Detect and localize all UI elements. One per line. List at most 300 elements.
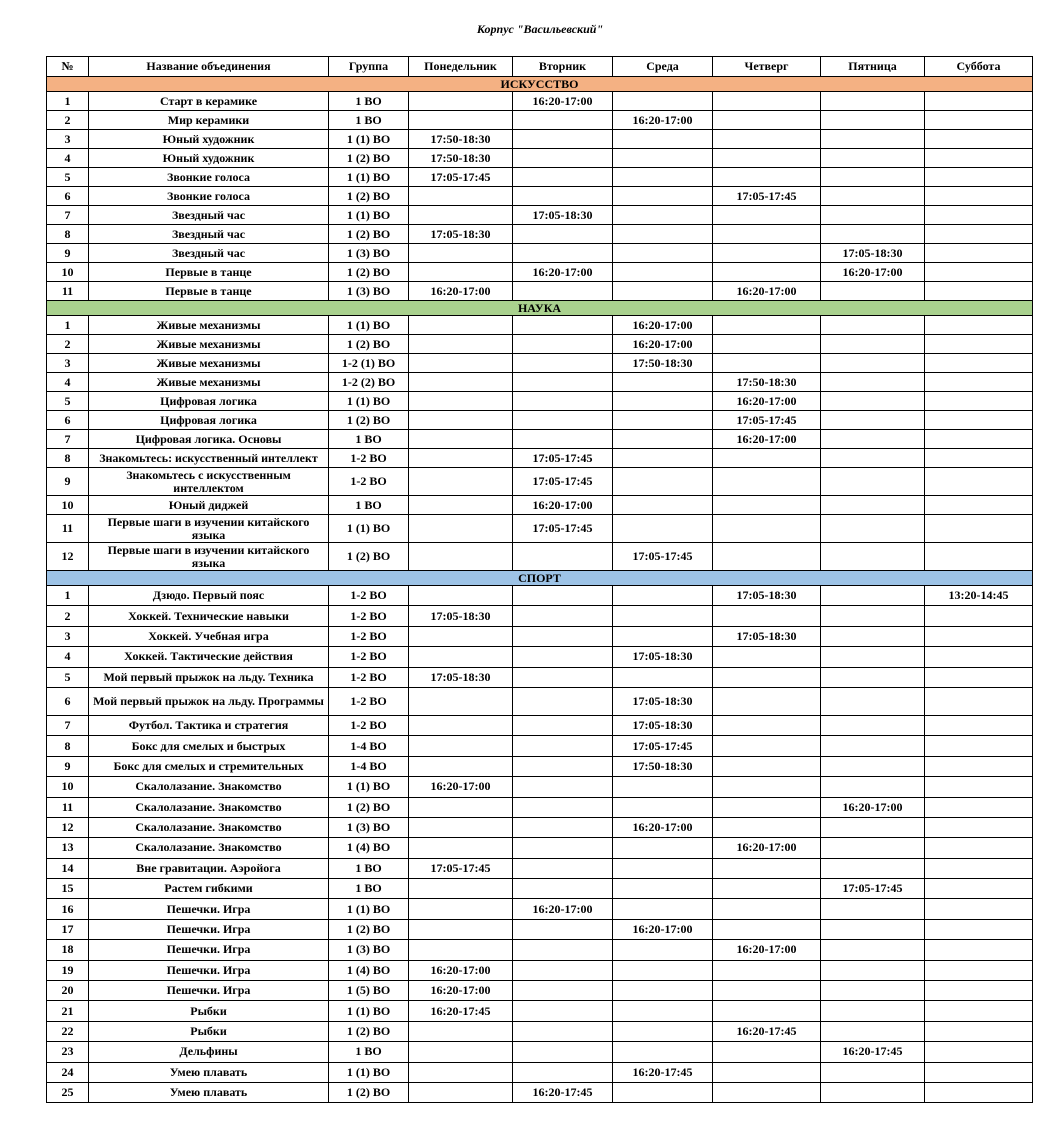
group: 1-2 ВО — [329, 667, 409, 687]
time-cell-monday: 16:20-17:00 — [409, 981, 513, 1001]
table-row — [47, 858, 1033, 878]
table-row — [47, 282, 1033, 301]
row-number: 7 — [47, 206, 89, 225]
time-cell-saturday — [925, 715, 1033, 735]
group: 1 ВО — [329, 1042, 409, 1062]
time-cell-monday — [409, 449, 513, 468]
time-cell-saturday — [925, 797, 1033, 817]
group: 1 (3) ВО — [329, 244, 409, 263]
time-cell-friday — [821, 373, 925, 392]
activity-name: Первые в танце — [89, 282, 329, 301]
time-cell-monday — [409, 1021, 513, 1041]
time-cell-wednesday: 17:05-17:45 — [613, 543, 713, 571]
time-cell-thursday — [713, 756, 821, 776]
table-row — [47, 111, 1033, 130]
time-cell-friday: 16:20-17:45 — [821, 1042, 925, 1062]
time-cell-wednesday — [613, 1021, 713, 1041]
time-cell-saturday — [925, 1082, 1033, 1102]
time-cell-wednesday: 17:05-18:30 — [613, 647, 713, 667]
time-cell-tuesday — [513, 225, 613, 244]
time-cell-friday — [821, 1021, 925, 1041]
time-cell-wednesday — [613, 838, 713, 858]
activity-name: Живые механизмы — [89, 373, 329, 392]
column-header-friday: Пятница — [821, 57, 925, 77]
table-row — [47, 449, 1033, 468]
group: 1 ВО — [329, 111, 409, 130]
activity-name: Знакомьтесь: искусственный интеллект — [89, 449, 329, 468]
column-header-group: Группа — [329, 57, 409, 77]
time-cell-wednesday — [613, 168, 713, 187]
time-cell-thursday — [713, 206, 821, 225]
time-cell-tuesday — [513, 981, 613, 1001]
table-row — [47, 797, 1033, 817]
time-cell-tuesday — [513, 244, 613, 263]
row-number: 12 — [47, 817, 89, 837]
row-number: 12 — [47, 543, 89, 571]
time-cell-wednesday: 16:20-17:00 — [613, 335, 713, 354]
row-number: 4 — [47, 647, 89, 667]
time-cell-monday: 17:05-18:30 — [409, 606, 513, 626]
section-title: СПОРТ — [47, 571, 1033, 586]
table-row — [47, 543, 1033, 571]
time-cell-thursday — [713, 647, 821, 667]
column-header-thursday: Четверг — [713, 57, 821, 77]
row-number: 9 — [47, 244, 89, 263]
time-cell-wednesday — [613, 392, 713, 411]
row-number: 23 — [47, 1042, 89, 1062]
time-cell-saturday — [925, 496, 1033, 515]
group: 1 (1) ВО — [329, 899, 409, 919]
row-number: 20 — [47, 981, 89, 1001]
time-cell-saturday — [925, 1042, 1033, 1062]
activity-name: Мой первый прыжок на льду. Техника — [89, 667, 329, 687]
time-cell-tuesday — [513, 543, 613, 571]
row-number: 6 — [47, 411, 89, 430]
time-cell-tuesday — [513, 879, 613, 899]
time-cell-friday — [821, 756, 925, 776]
time-cell-friday — [821, 777, 925, 797]
time-cell-tuesday: 17:05-18:30 — [513, 206, 613, 225]
activity-name: Первые в танце — [89, 263, 329, 282]
time-cell-monday — [409, 797, 513, 817]
row-number: 10 — [47, 496, 89, 515]
time-cell-tuesday — [513, 354, 613, 373]
activity-name: Растем гибкими — [89, 879, 329, 899]
table-row — [47, 430, 1033, 449]
time-cell-monday — [409, 1082, 513, 1102]
group: 1 (1) ВО — [329, 1001, 409, 1021]
time-cell-thursday: 17:50-18:30 — [713, 373, 821, 392]
time-cell-wednesday — [613, 960, 713, 980]
table-row — [47, 130, 1033, 149]
time-cell-tuesday — [513, 392, 613, 411]
table-row — [47, 496, 1033, 515]
time-cell-monday: 17:50-18:30 — [409, 130, 513, 149]
time-cell-friday — [821, 411, 925, 430]
time-cell-tuesday — [513, 960, 613, 980]
time-cell-saturday — [925, 756, 1033, 776]
time-cell-saturday — [925, 858, 1033, 878]
time-cell-monday — [409, 111, 513, 130]
row-number: 9 — [47, 756, 89, 776]
time-cell-thursday — [713, 168, 821, 187]
table-row — [47, 206, 1033, 225]
time-cell-monday — [409, 263, 513, 282]
time-cell-wednesday — [613, 797, 713, 817]
time-cell-wednesday — [613, 940, 713, 960]
row-number: 6 — [47, 187, 89, 206]
time-cell-thursday — [713, 263, 821, 282]
time-cell-saturday — [925, 373, 1033, 392]
header-row — [47, 57, 1033, 77]
time-cell-thursday — [713, 1082, 821, 1102]
time-cell-tuesday — [513, 647, 613, 667]
group: 1 (2) ВО — [329, 335, 409, 354]
time-cell-wednesday — [613, 411, 713, 430]
time-cell-wednesday — [613, 515, 713, 543]
activity-name: Рыбки — [89, 1001, 329, 1021]
group: 1 (2) ВО — [329, 1021, 409, 1041]
time-cell-wednesday — [613, 149, 713, 168]
time-cell-thursday — [713, 316, 821, 335]
time-cell-tuesday — [513, 667, 613, 687]
time-cell-friday — [821, 282, 925, 301]
time-cell-tuesday: 16:20-17:00 — [513, 263, 613, 282]
time-cell-wednesday — [613, 667, 713, 687]
time-cell-tuesday — [513, 797, 613, 817]
time-cell-wednesday — [613, 1001, 713, 1021]
row-number: 1 — [47, 586, 89, 606]
group: 1-2 ВО — [329, 687, 409, 715]
time-cell-monday — [409, 92, 513, 111]
group: 1 (1) ВО — [329, 1062, 409, 1082]
time-cell-thursday — [713, 667, 821, 687]
time-cell-friday: 16:20-17:00 — [821, 797, 925, 817]
time-cell-monday — [409, 1042, 513, 1062]
time-cell-friday — [821, 919, 925, 939]
activity-name: Бокс для смелых и стремительных — [89, 756, 329, 776]
time-cell-thursday: 17:05-18:30 — [713, 586, 821, 606]
activity-name: Пешечки. Игра — [89, 960, 329, 980]
table-row — [47, 515, 1033, 543]
time-cell-monday: 17:05-18:30 — [409, 225, 513, 244]
activity-name: Дельфины — [89, 1042, 329, 1062]
time-cell-tuesday: 16:20-17:00 — [513, 899, 613, 919]
time-cell-thursday — [713, 777, 821, 797]
time-cell-tuesday — [513, 940, 613, 960]
time-cell-monday — [409, 919, 513, 939]
column-header-number: № — [47, 57, 89, 77]
time-cell-monday — [409, 736, 513, 756]
row-number: 2 — [47, 111, 89, 130]
time-cell-friday — [821, 449, 925, 468]
time-cell-saturday — [925, 168, 1033, 187]
time-cell-friday — [821, 392, 925, 411]
activity-name: Пешечки. Игра — [89, 899, 329, 919]
time-cell-thursday — [713, 496, 821, 515]
activity-name: Хоккей. Тактические действия — [89, 647, 329, 667]
activity-name: Умею плавать — [89, 1082, 329, 1102]
time-cell-wednesday — [613, 263, 713, 282]
table-row — [47, 1042, 1033, 1062]
activity-name: Цифровая логика — [89, 392, 329, 411]
row-number: 16 — [47, 899, 89, 919]
time-cell-wednesday — [613, 130, 713, 149]
table-row — [47, 373, 1033, 392]
time-cell-thursday — [713, 515, 821, 543]
activity-name: Скалолазание. Знакомство — [89, 817, 329, 837]
table-row — [47, 919, 1033, 939]
time-cell-monday — [409, 206, 513, 225]
time-cell-thursday: 17:05-17:45 — [713, 187, 821, 206]
time-cell-monday — [409, 687, 513, 715]
time-cell-friday — [821, 168, 925, 187]
time-cell-thursday — [713, 225, 821, 244]
group: 1 (3) ВО — [329, 940, 409, 960]
table-row — [47, 92, 1033, 111]
time-cell-thursday — [713, 1042, 821, 1062]
time-cell-wednesday — [613, 899, 713, 919]
section-title: НАУКА — [47, 301, 1033, 316]
time-cell-monday: 17:05-17:45 — [409, 168, 513, 187]
time-cell-monday — [409, 899, 513, 919]
time-cell-friday — [821, 736, 925, 756]
time-cell-friday — [821, 899, 925, 919]
time-cell-wednesday — [613, 981, 713, 1001]
group: 1 (2) ВО — [329, 225, 409, 244]
time-cell-monday — [409, 940, 513, 960]
time-cell-wednesday — [613, 626, 713, 646]
time-cell-monday — [409, 586, 513, 606]
time-cell-tuesday: 16:20-17:00 — [513, 92, 613, 111]
time-cell-saturday — [925, 1001, 1033, 1021]
time-cell-friday — [821, 354, 925, 373]
time-cell-thursday — [713, 858, 821, 878]
time-cell-wednesday — [613, 496, 713, 515]
group: 1 ВО — [329, 430, 409, 449]
time-cell-friday — [821, 647, 925, 667]
time-cell-thursday — [713, 715, 821, 735]
time-cell-monday — [409, 1062, 513, 1082]
column-header-saturday: Суббота — [925, 57, 1033, 77]
time-cell-saturday — [925, 817, 1033, 837]
table-row — [47, 168, 1033, 187]
page-title: Корпус "Васильевский" — [476, 22, 604, 36]
time-cell-wednesday — [613, 1042, 713, 1062]
time-cell-wednesday: 17:05-17:45 — [613, 736, 713, 756]
activity-name: Первые шаги в изучении китайского языка — [89, 543, 329, 571]
time-cell-tuesday — [513, 777, 613, 797]
group: 1 (1) ВО — [329, 206, 409, 225]
time-cell-monday — [409, 879, 513, 899]
time-cell-wednesday — [613, 225, 713, 244]
time-cell-tuesday — [513, 1001, 613, 1021]
row-number: 7 — [47, 430, 89, 449]
time-cell-saturday — [925, 1021, 1033, 1041]
time-cell-tuesday — [513, 430, 613, 449]
time-cell-thursday: 16:20-17:00 — [713, 940, 821, 960]
activity-name: Хоккей. Учебная игра — [89, 626, 329, 646]
time-cell-friday — [821, 335, 925, 354]
time-cell-tuesday — [513, 756, 613, 776]
table-row — [47, 263, 1033, 282]
time-cell-friday — [821, 111, 925, 130]
time-cell-friday — [821, 1001, 925, 1021]
activity-name: Первые шаги в изучении китайского языка — [89, 515, 329, 543]
time-cell-tuesday — [513, 858, 613, 878]
activity-name: Пешечки. Игра — [89, 919, 329, 939]
time-cell-wednesday: 16:20-17:45 — [613, 1062, 713, 1082]
row-number: 4 — [47, 373, 89, 392]
time-cell-thursday — [713, 817, 821, 837]
column-header-monday: Понедельник — [409, 57, 513, 77]
group: 1 (1) ВО — [329, 316, 409, 335]
activity-name: Цифровая логика — [89, 411, 329, 430]
group: 1-2 ВО — [329, 626, 409, 646]
column-header-tuesday: Вторник — [513, 57, 613, 77]
column-header-name: Название объединения — [89, 57, 329, 77]
group: 1 (1) ВО — [329, 777, 409, 797]
time-cell-tuesday — [513, 586, 613, 606]
section-header-row — [47, 77, 1033, 92]
time-cell-tuesday — [513, 687, 613, 715]
row-number: 2 — [47, 606, 89, 626]
time-cell-monday — [409, 392, 513, 411]
time-cell-wednesday — [613, 777, 713, 797]
row-number: 6 — [47, 687, 89, 715]
row-number: 7 — [47, 715, 89, 735]
time-cell-friday — [821, 130, 925, 149]
table-row — [47, 149, 1033, 168]
time-cell-thursday — [713, 1001, 821, 1021]
time-cell-friday — [821, 606, 925, 626]
time-cell-friday — [821, 1082, 925, 1102]
time-cell-tuesday — [513, 1062, 613, 1082]
time-cell-tuesday — [513, 149, 613, 168]
table-row — [47, 960, 1033, 980]
table-row — [47, 715, 1033, 735]
time-cell-saturday — [925, 130, 1033, 149]
time-cell-friday — [821, 543, 925, 571]
time-cell-friday — [821, 838, 925, 858]
row-number: 3 — [47, 354, 89, 373]
column-header-wednesday: Среда — [613, 57, 713, 77]
activity-name: Цифровая логика. Основы — [89, 430, 329, 449]
schedule-table — [46, 56, 1033, 1103]
time-cell-friday — [821, 187, 925, 206]
time-cell-friday — [821, 225, 925, 244]
group: 1 (2) ВО — [329, 797, 409, 817]
time-cell-tuesday — [513, 606, 613, 626]
time-cell-wednesday — [613, 430, 713, 449]
time-cell-monday — [409, 430, 513, 449]
activity-name: Живые механизмы — [89, 335, 329, 354]
group: 1-4 ВО — [329, 736, 409, 756]
time-cell-thursday: 16:20-17:45 — [713, 1021, 821, 1041]
time-cell-saturday — [925, 626, 1033, 646]
activity-name: Рыбки — [89, 1021, 329, 1041]
time-cell-wednesday: 17:05-18:30 — [613, 715, 713, 735]
table-row — [47, 777, 1033, 797]
time-cell-saturday — [925, 647, 1033, 667]
time-cell-friday — [821, 817, 925, 837]
time-cell-tuesday — [513, 373, 613, 392]
time-cell-saturday — [925, 392, 1033, 411]
row-number: 15 — [47, 879, 89, 899]
time-cell-friday — [821, 515, 925, 543]
time-cell-saturday — [925, 244, 1033, 263]
section-2 — [47, 571, 1033, 1103]
row-number: 1 — [47, 316, 89, 335]
group: 1 (2) ВО — [329, 919, 409, 939]
time-cell-monday — [409, 244, 513, 263]
activity-name: Дзюдо. Первый пояс — [89, 586, 329, 606]
table-row — [47, 899, 1033, 919]
time-cell-friday — [821, 981, 925, 1001]
activity-name: Живые механизмы — [89, 354, 329, 373]
table-row — [47, 756, 1033, 776]
row-number: 1 — [47, 92, 89, 111]
time-cell-thursday: 16:20-17:00 — [713, 282, 821, 301]
activity-name: Юный художник — [89, 149, 329, 168]
time-cell-friday: 17:05-18:30 — [821, 244, 925, 263]
time-cell-monday: 16:20-17:00 — [409, 282, 513, 301]
table-row — [47, 1062, 1033, 1082]
time-cell-thursday — [713, 1062, 821, 1082]
time-cell-monday — [409, 187, 513, 206]
time-cell-saturday — [925, 149, 1033, 168]
time-cell-tuesday — [513, 838, 613, 858]
group: 1-4 ВО — [329, 756, 409, 776]
table-row — [47, 838, 1033, 858]
time-cell-thursday — [713, 449, 821, 468]
time-cell-friday — [821, 496, 925, 515]
time-cell-tuesday — [513, 187, 613, 206]
time-cell-saturday — [925, 1062, 1033, 1082]
table-row — [47, 667, 1033, 687]
time-cell-wednesday — [613, 373, 713, 392]
time-cell-tuesday — [513, 130, 613, 149]
time-cell-saturday — [925, 960, 1033, 980]
table-row — [47, 316, 1033, 335]
time-cell-tuesday: 16:20-17:45 — [513, 1082, 613, 1102]
time-cell-saturday — [925, 316, 1033, 335]
time-cell-thursday: 16:20-17:00 — [713, 430, 821, 449]
time-cell-monday — [409, 411, 513, 430]
activity-name: Мир керамики — [89, 111, 329, 130]
time-cell-thursday — [713, 92, 821, 111]
activity-name: Вне гравитации. Аэройога — [89, 858, 329, 878]
time-cell-thursday — [713, 981, 821, 1001]
time-cell-saturday — [925, 449, 1033, 468]
time-cell-thursday — [713, 879, 821, 899]
time-cell-tuesday — [513, 919, 613, 939]
time-cell-saturday — [925, 838, 1033, 858]
time-cell-thursday — [713, 960, 821, 980]
time-cell-monday — [409, 715, 513, 735]
time-cell-friday — [821, 430, 925, 449]
time-cell-thursday: 17:05-17:45 — [713, 411, 821, 430]
time-cell-thursday — [713, 130, 821, 149]
time-cell-thursday — [713, 899, 821, 919]
row-number: 24 — [47, 1062, 89, 1082]
table-row — [47, 1082, 1033, 1102]
row-number: 13 — [47, 838, 89, 858]
time-cell-wednesday: 17:50-18:30 — [613, 756, 713, 776]
row-number: 5 — [47, 168, 89, 187]
section-0 — [47, 77, 1033, 301]
time-cell-saturday — [925, 282, 1033, 301]
